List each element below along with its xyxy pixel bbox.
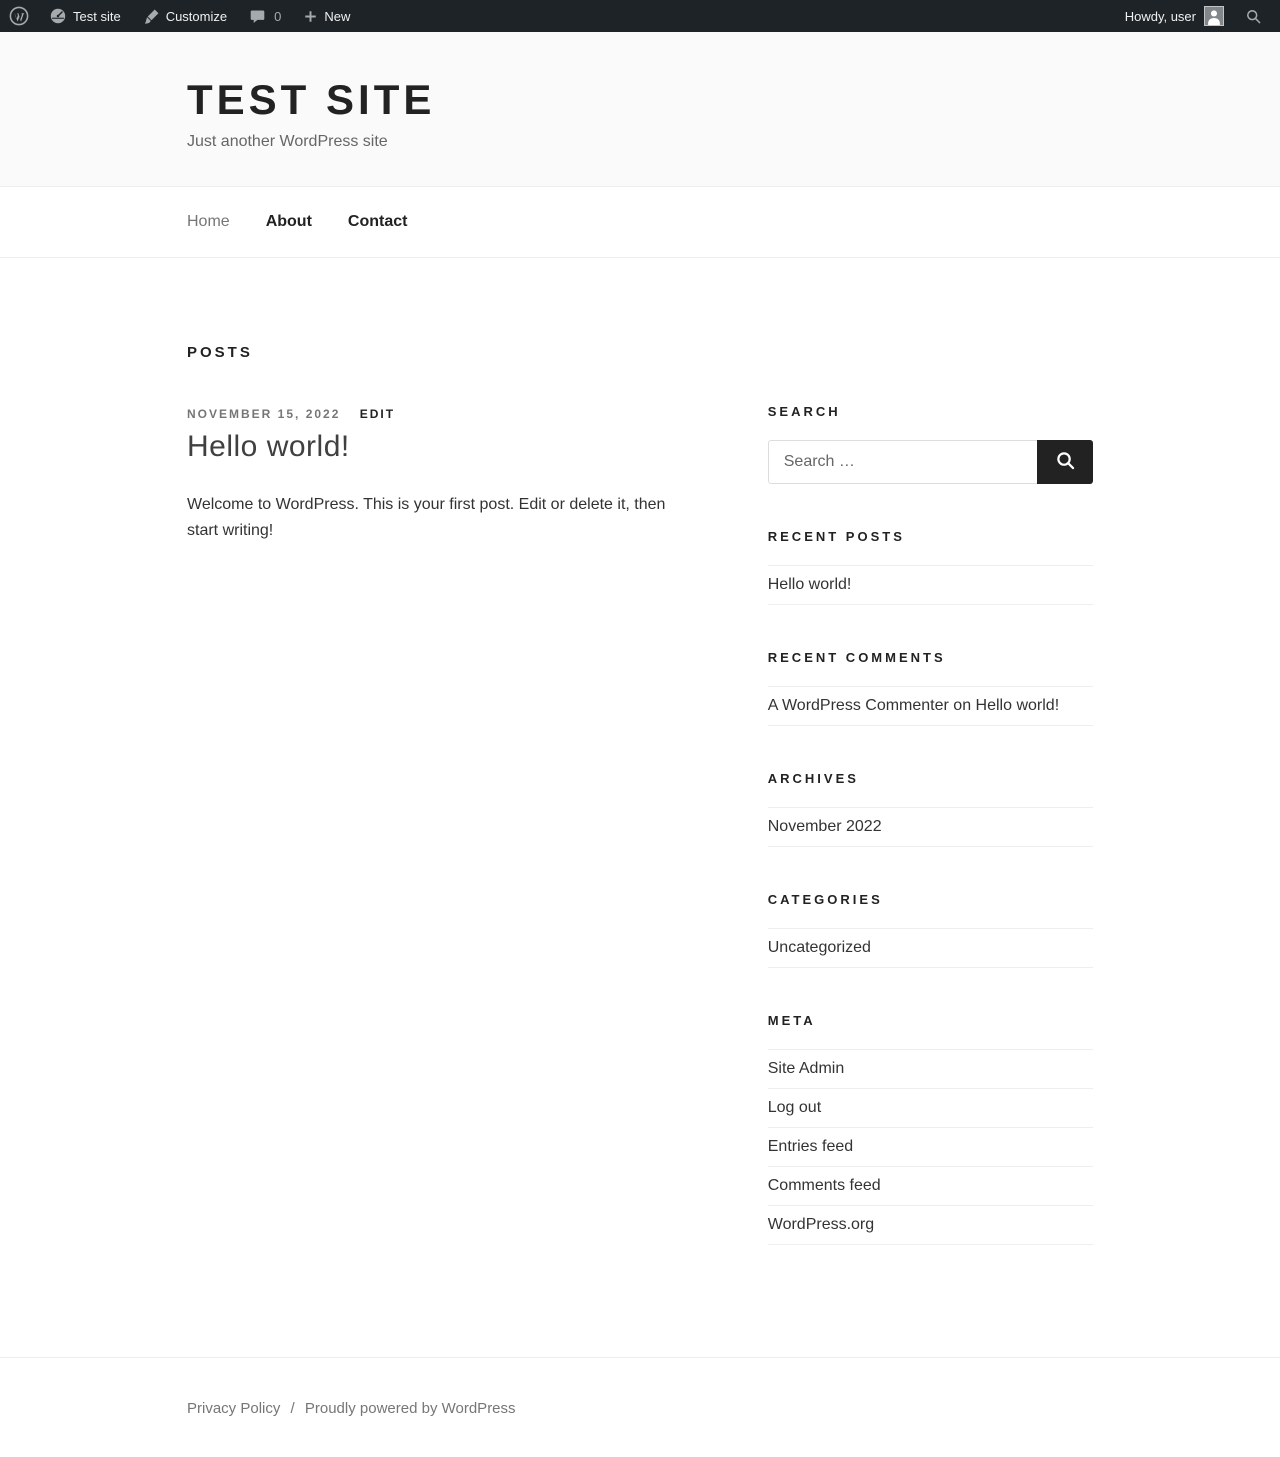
recent-posts-title: RECENT POSTS — [767, 529, 905, 544]
comment-post-link[interactable]: Hello world! — [975, 697, 1060, 714]
admin-bar-left — [0, 0, 361, 32]
powered-by-link[interactable]: Proudly powered by WordPress — [304, 1400, 516, 1417]
admin-bar-site-name[interactable] — [38, 0, 132, 32]
comment-connector: on — [953, 697, 972, 714]
list-item — [768, 1128, 1093, 1167]
site-title — [187, 76, 1093, 124]
search-submit-icon — [1055, 450, 1076, 474]
list-item — [768, 1206, 1093, 1245]
admin-bar-comments-count: 0 — [274, 8, 282, 24]
search-submit-button[interactable] — [1037, 440, 1093, 484]
admin-bar-right — [1114, 0, 1272, 32]
main-navigation — [0, 186, 1280, 258]
meta-site-admin-link[interactable]: Site Admin — [767, 1060, 845, 1077]
meta-comments-feed-link[interactable]: Comments feed — [767, 1177, 881, 1194]
site-title-link[interactable]: TEST SITE — [187, 76, 436, 123]
nav-item-about — [266, 187, 348, 257]
list-item — [768, 1089, 1093, 1128]
posts-column — [187, 344, 681, 545]
nav-item-home — [187, 187, 266, 257]
categories-widget — [768, 892, 1093, 968]
admin-bar-search-button[interactable] — [1235, 0, 1272, 32]
admin-bar-my-account[interactable] — [1114, 0, 1235, 32]
sidebar — [768, 404, 1093, 1245]
list-item — [768, 566, 1093, 605]
admin-bar-new[interactable] — [292, 0, 361, 32]
customize-brush-icon — [143, 8, 160, 25]
category-link[interactable]: Uncategorized — [767, 939, 871, 956]
recent-posts-widget — [768, 529, 1093, 605]
post-article — [187, 407, 681, 545]
nav-link-home[interactable]: Home — [187, 213, 230, 230]
archive-link[interactable]: November 2022 — [767, 818, 882, 835]
post-edit-link[interactable]: EDIT — [359, 407, 396, 421]
recent-comments-widget — [768, 650, 1093, 726]
list-item — [768, 808, 1093, 847]
search-form — [768, 440, 1093, 484]
wordpress-logo-icon — [9, 6, 29, 26]
dashboard-gauge-icon — [49, 7, 67, 25]
entry-meta — [187, 407, 681, 421]
admin-bar-customize-label: Customize — [165, 8, 228, 24]
page-title: POSTS — [187, 344, 253, 361]
search-widget — [768, 404, 1093, 484]
nav-item-contact — [348, 187, 444, 257]
list-item — [768, 687, 1093, 726]
meta-widget — [768, 1013, 1093, 1245]
list-item — [768, 929, 1093, 968]
comment-author-link[interactable]: A WordPress Commenter — [767, 697, 949, 714]
post-date-link[interactable]: NOVEMBER 15, 2022 — [187, 407, 341, 421]
archives-widget — [768, 771, 1093, 847]
search-icon — [1245, 8, 1262, 25]
admin-bar-new-label: New — [324, 8, 351, 24]
site-tagline: Just another WordPress site — [187, 133, 388, 150]
recent-comments-title: RECENT COMMENTS — [767, 650, 946, 665]
meta-title: META — [767, 1013, 816, 1028]
meta-wordpress-org-link[interactable]: WordPress.org — [767, 1216, 875, 1233]
avatar — [1204, 6, 1224, 26]
plus-icon — [303, 9, 318, 24]
admin-bar-comments[interactable] — [238, 0, 292, 32]
post-body: Welcome to WordPress. This is your first post. Edit or delete it, then start writing! — [187, 496, 666, 540]
post-title-link[interactable]: Hello world! — [187, 430, 350, 463]
site-footer — [0, 1357, 1280, 1457]
nav-link-contact[interactable]: Contact — [347, 213, 408, 230]
privacy-policy-link[interactable]: Privacy Policy — [187, 1400, 281, 1417]
post-title — [187, 430, 681, 464]
admin-bar-howdy-label: Howdy, user — [1124, 8, 1196, 24]
admin-bar-site-name-label: Test site — [73, 8, 121, 24]
meta-log-out-link[interactable]: Log out — [767, 1099, 822, 1116]
list-item — [768, 1167, 1093, 1206]
archives-title: ARCHIVES — [767, 771, 859, 786]
search-widget-title: SEARCH — [767, 404, 841, 419]
recent-post-link[interactable]: Hello world! — [767, 576, 852, 593]
categories-title: CATEGORIES — [767, 892, 883, 907]
footer-separator: / — [290, 1400, 295, 1417]
wordpress-menu-button[interactable] — [0, 0, 38, 32]
nav-link-about[interactable]: About — [265, 213, 312, 230]
site-header — [0, 32, 1280, 186]
admin-bar — [0, 0, 1280, 32]
list-item — [768, 1050, 1093, 1089]
meta-entries-feed-link[interactable]: Entries feed — [767, 1138, 854, 1155]
admin-bar-customize[interactable] — [132, 0, 238, 32]
comments-bubble-icon — [249, 8, 266, 25]
